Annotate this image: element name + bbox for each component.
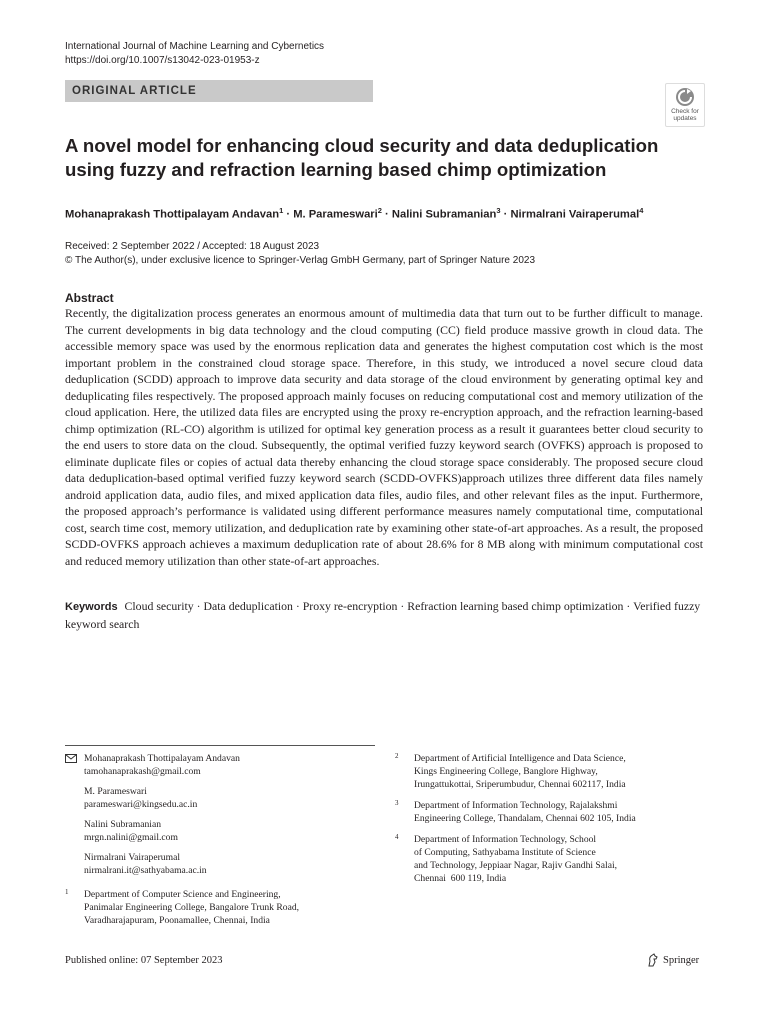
author-affiliation-mark: 2 [377, 206, 382, 215]
author-name[interactable]: Nirmalrani Vairaperumal [510, 208, 640, 221]
author-separator: · [500, 208, 511, 221]
affiliation-line: Department of Information Technology, School [414, 834, 597, 845]
author-affiliation-mark: 1 [279, 206, 284, 215]
author-affiliation-mark: 3 [496, 206, 501, 215]
contact-email[interactable]: parameswari@kingsedu.ac.in [84, 799, 198, 810]
article-type-banner: ORIGINAL ARTICLE [65, 80, 373, 102]
affiliation-line: Chennai 600 119, India [414, 873, 507, 884]
springer-horse-icon [646, 953, 660, 967]
affiliation-number: 2 [395, 752, 399, 760]
affiliation-line: Varadharajapuram, Poonamallee, Chennai, India [84, 915, 270, 926]
contact-email[interactable]: nirmalrani.it@sathyabama.ac.in [84, 865, 207, 876]
article-title: A novel model for enhancing cloud security and data deduplication using fuzzy and refraction learning based chimp optimization [65, 135, 659, 180]
affiliation-line: Irungattukottai, Sriperumbudur, Chennai 602117, India [414, 779, 626, 790]
journal-header [65, 40, 324, 68]
contact-email[interactable]: mrgn.nalini@gmail.com [84, 832, 178, 843]
check-for-updates-label-2: updates [673, 115, 697, 122]
affiliation-line: of Computing, Sathyabama Institute of Science [414, 847, 596, 858]
affiliation-line: Department of Information Technology, Rajalakshmi [414, 800, 618, 811]
doi-link[interactable]: https://doi.org/10.1007/s13042-023-01953-z [65, 55, 260, 66]
affiliation-entry [395, 752, 695, 791]
affiliation-line: Department of Computer Science and Engineering, [84, 889, 281, 900]
affiliation-entry [395, 833, 695, 885]
contact-entry [65, 818, 375, 844]
affiliation-line: and Technology, Jeppiaar Nagar, Rajiv Gandhi Salai, [414, 860, 618, 871]
contact-name: Nirmalrani Vairaperumal [84, 852, 180, 863]
received-accepted-dates: Received: 2 September 2022 / Accepted: 18 August 2023 [65, 241, 320, 252]
author-name[interactable]: Nalini Subramanian [391, 208, 497, 221]
contact-entry [65, 785, 375, 811]
contact-entry [65, 851, 375, 877]
affiliation-number: 4 [395, 833, 399, 841]
author-affiliation-mark: 4 [639, 206, 644, 215]
affiliation-line: Panimalar Engineering College, Bangalore Trunk Road, [84, 902, 300, 913]
affiliation-list-right [395, 752, 695, 893]
copyright-notice: © The Author(s), under exclusive licence to Springer-Verlag GmbH Germany, part of Springer Nature 2023 [65, 255, 535, 266]
author-separator: · [381, 208, 392, 221]
keywords-heading: Keywords [65, 601, 118, 613]
publisher-logo[interactable] [646, 953, 699, 967]
contact-entry [65, 752, 375, 778]
check-for-updates-icon [675, 87, 695, 107]
abstract-text: Recently, the digitalization process generates an enormous amount of multimedia data that turn out to be further difficult to manage. The current developments in big data technology and the cloud computing (CC) field produce massive growth in cloud data. The accessible memory space was used by the enormous replication data and generates the highest computation cost which is the most important problem in the constrained cloud storage space. Therefore, in this study, we introduced a novel secure cloud data deduplication (SCDD) approach to improve data security and data storage of the cloud environment by generating optimal key and deduplicating files respectively. The proposed approach mainly focuses on reducing computational cost and memory utilization of the cloud application. Here, the utilized data files are encrypted using the proxy re-encryption approach, and the refraction learning-based chimp optimization (RL-CO) algorithm is utilized for optimal key generation process as a result it guarantees better cloud security to the end users to store data on the cloud. Subsequently, the optimal verified fuzzy keyword search (OVFKS) approach is proposed to eliminate duplicate files or copies of actual data thereby enhancing the cloud storage space considerably. The proposed secure cloud data deduplication-based optimal verified fuzzy keyword search (SCDD-OVFKS)approach utilizes three different data files namely android application data, audio files, and mixed application data files, audio files, and other relevant files as the input. Furthermore, the proposed approach’s performance is validated using different performance measures namely computational time, computational cost, search time cost, memory utilization, and deduplication rate by examining other state-of-art approaches. As a result, the proposed SCDD-OVFKS approach achieves a maximum deduplication rate of about 28.6% for 8 MB along with minimum computational cost and reduced memory utilization than other state-of-art approaches. [65, 306, 703, 568]
published-online-date: Published online: 07 September 2023 [65, 955, 223, 966]
affiliation-number: 1 [65, 888, 69, 896]
journal-name: International Journal of Machine Learning and Cybernetics [65, 41, 325, 52]
footnote-divider [65, 745, 375, 746]
check-for-updates-label-1: Check for [671, 108, 699, 115]
author-list [65, 203, 745, 223]
contact-email[interactable]: tamohanaprakash@gmail.com [84, 766, 201, 777]
publisher-name: Springer [663, 954, 700, 966]
keywords-section [65, 598, 705, 632]
abstract-heading: Abstract [65, 291, 114, 305]
contact-name: Mohanaprakash Thottipalayam Andavan [84, 753, 240, 764]
contact-name: Nalini Subramanian [84, 819, 161, 830]
author-contacts [65, 752, 375, 884]
affiliation-entry [65, 888, 365, 927]
affiliation-list-left [65, 888, 365, 927]
author-separator: · [283, 208, 294, 221]
affiliation-number: 3 [395, 799, 399, 807]
contact-name: M. Parameswari [84, 786, 147, 797]
keywords-text: Cloud security · Data deduplication · Proxy re-encryption · Refraction learning based chimp optimization · Verified fuzzy keyword search [65, 599, 701, 631]
affiliation-entry [395, 799, 695, 825]
author-name[interactable]: Mohanaprakash Thottipalayam Andavan [65, 208, 280, 221]
check-for-updates-badge[interactable] [665, 83, 705, 127]
affiliation-line: Department of Artificial Intelligence and Data Science, [414, 753, 626, 764]
affiliation-line: Engineering College, Thandalam, Chennai 602 105, India [414, 813, 636, 824]
envelope-icon [65, 754, 77, 763]
affiliation-line: Kings Engineering College, Banglore Highway, [414, 766, 598, 777]
article-dates [65, 240, 535, 268]
author-name[interactable]: M. Parameswari [293, 208, 378, 221]
